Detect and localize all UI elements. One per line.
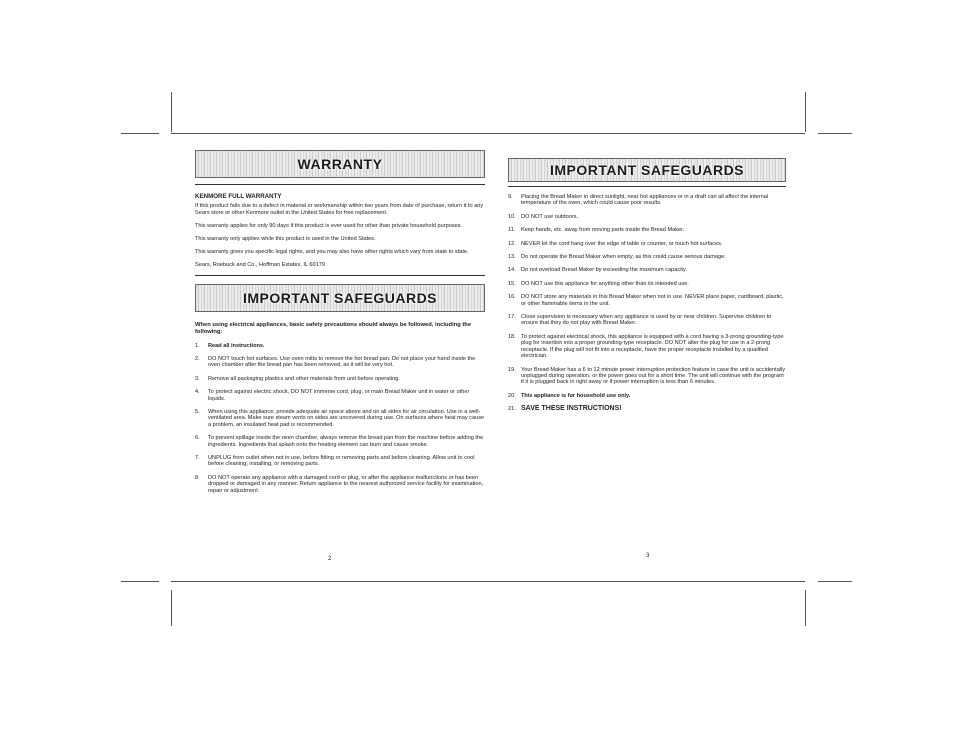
safeguards-banner bbox=[195, 284, 485, 312]
list-item: 5. When using this appliance, provide adequate air space above and on all sides for air circulation. Use in a well-ventilated area. Make sure steam vents on sides are uncovered during use. On surfaces where heat may cause a problem, an insulated heat pad is recommended. bbox=[195, 409, 485, 428]
warranty-paragraph: This warranty only applies while this product is used in the United States. bbox=[195, 236, 376, 242]
safeguards-intro: When using electrical appliances, basic safety precautions should always be followed, including the following: bbox=[195, 322, 472, 335]
list-item: 9. Placing the Bread Maker in direct sunlight, near hot appliances or in a draft can all affect the internal temperature of the oven, which could cause poor results. bbox=[508, 194, 769, 207]
list-item: 13. Do not operate the Bread Maker when empty, as this could cause serious damage. bbox=[508, 254, 726, 261]
list-item: 18. To protect against electrical shock, this appliance is equipped with a cord having a 3-prong grounding-type plug for insertion into a proper grounding-type receptacle. DO NOT alter the plug for use in a 2-prong receptacle. If the plug will not fit into a receptacle, have the proper receptacle installed by a qualified electrician. bbox=[508, 333, 784, 360]
list-item: 17. Close supervision is necessary when any appliance is used by or near children. Supervise children to ensure that they do not play with Bread Maker. bbox=[508, 314, 772, 327]
warranty-title: WARRANTY bbox=[297, 156, 383, 172]
safeguards-title: IMPORTANT SAFEGUARDS bbox=[549, 162, 745, 178]
safeguards-list bbox=[508, 194, 786, 413]
safeguards-banner bbox=[508, 158, 786, 182]
crop-mark bbox=[818, 581, 852, 582]
warranty-paragraph: Sears, Roebuck and Co., Hoffman Estates, IL 60179 bbox=[195, 262, 325, 268]
list-item: 7. UNPLUG from outlet when not in use, before fitting or removing parts and before cleaning. Allow unit to cool before cleaning, installing, or removing parts. bbox=[195, 455, 475, 468]
list-item: 19. Your Bread Maker has a 6 to 12 minute power interruption protection feature in case the unit is accidentally unplugged during operation, or the power goes out for a short time. The unit will continue with the program if it is plugged back in right away or if power interruption is less than 6 minutes. bbox=[508, 366, 786, 386]
divider bbox=[508, 186, 786, 187]
warranty-banner bbox=[195, 150, 485, 178]
warranty-paragraph: This warranty applies for only 90 days if this product is ever used for other than private household purposes. bbox=[195, 223, 463, 229]
safeguards-list bbox=[195, 343, 485, 495]
crop-mark bbox=[171, 92, 172, 132]
crop-mark bbox=[121, 133, 159, 134]
list-item: 20. This appliance is for household use only. bbox=[508, 392, 631, 399]
list-item: 11. Keep hands, etc. away from moving parts inside the Bread Maker. bbox=[508, 227, 685, 234]
page-number: 2 bbox=[328, 556, 332, 562]
list-item: 12. NEVER let the cord hang over the edge of table or counter, or touch hot surfaces. bbox=[508, 240, 723, 247]
warranty-heading: KENMORE FULL WARRANTY bbox=[195, 193, 282, 200]
list-item: 16. DO NOT store any materials in this Bread Maker when not in use. NEVER place paper, cardboard, plastic, or other flammable items in the unit. bbox=[508, 294, 784, 307]
safeguards-title: IMPORTANT SAFEGUARDS bbox=[242, 290, 438, 306]
list-item: 2. DO NOT touch hot surfaces. Use oven mitts to remove the hot bread pan. Do not place your hand inside the oven chamber after the bread pan has been removed, as it will be very hot. bbox=[195, 356, 476, 369]
warranty-paragraph: If this product fails due to a defect in material or workmanship within two years from date of purchase, return it to any Sears store or other Kenmore outlet in the United States for free replacement. bbox=[195, 203, 484, 216]
warranty-paragraph: This warranty gives you specific legal rights, and you may also have other rights which vary from state to state. bbox=[195, 249, 469, 255]
list-item: 8. DO NOT operate any appliance with a damaged cord or plug, or after the appliance malfunctions or has been dropped or damaged in any manner. Return appliance to the nearest authorized service facility for examination, repair or adjustment. bbox=[195, 474, 484, 494]
list-item: 21. SAVE THESE INSTRUCTIONS! bbox=[508, 405, 622, 413]
crop-mark bbox=[121, 581, 159, 582]
list-item: 4. To protect against electric shock, DO NOT immerse cord, plug, or main Bread Maker unit in water or other liquids. bbox=[195, 389, 470, 402]
page-border-top bbox=[171, 133, 805, 134]
page-number: 3 bbox=[646, 553, 650, 559]
crop-mark bbox=[818, 133, 852, 134]
divider bbox=[195, 184, 485, 185]
list-item: 15. DO NOT use this appliance for anything other than its intended use. bbox=[508, 280, 689, 287]
crop-mark bbox=[805, 590, 806, 626]
left-page bbox=[195, 150, 485, 494]
list-item: 10. DO NOT use outdoors. bbox=[508, 213, 579, 220]
list-item: 6. To prevent spillage inside the oven chamber, always remove the bread pan from the machine before adding the ingredients. Ingredients that splash onto the heating element can burn and cause smoke. bbox=[195, 435, 484, 448]
right-page bbox=[508, 158, 786, 413]
list-item: 3. Remove all packaging plastics and other materials from unit before operating. bbox=[195, 375, 400, 382]
list-item: 14. Do not overload Bread Maker by exceeding the maximum capacity. bbox=[508, 267, 687, 274]
crop-mark bbox=[171, 590, 172, 626]
divider bbox=[195, 275, 485, 276]
crop-mark bbox=[805, 92, 806, 132]
page-border-bottom bbox=[171, 581, 805, 582]
list-item: 1. Read all instructions. bbox=[195, 342, 265, 349]
